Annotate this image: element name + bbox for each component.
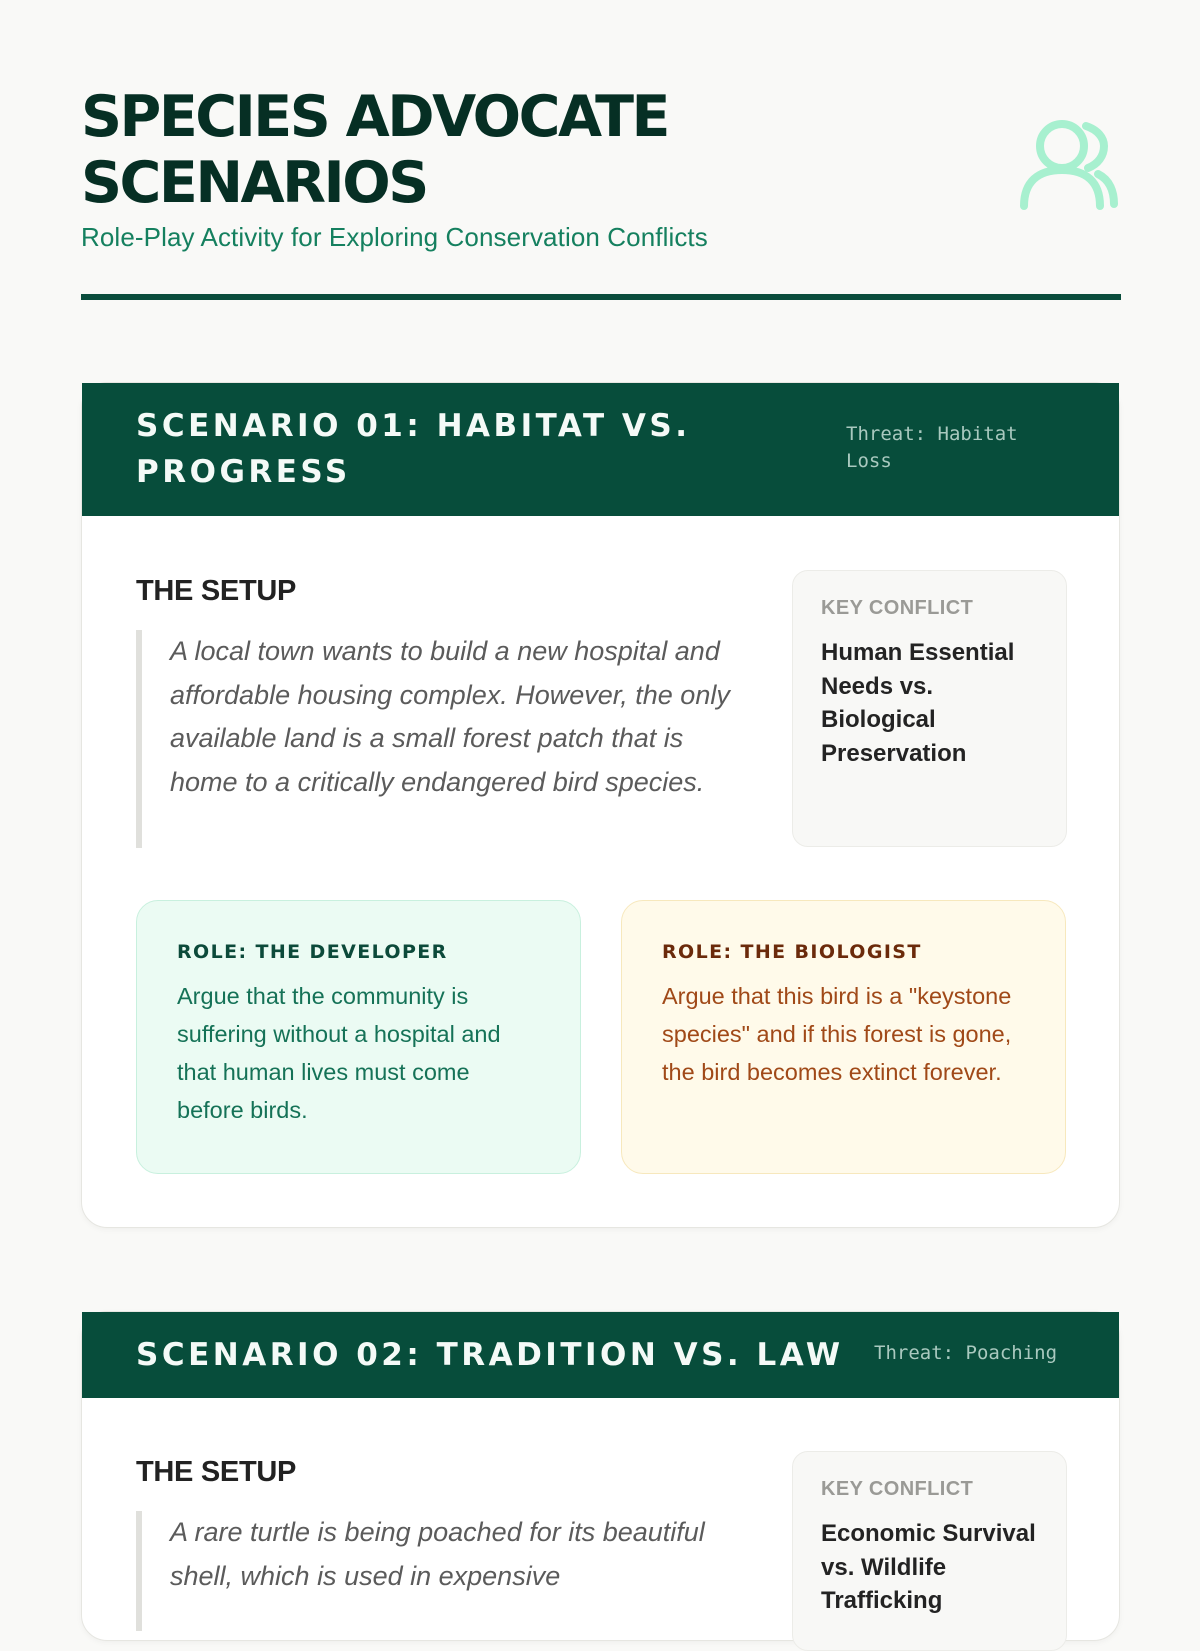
- scenario-header: [82, 383, 1119, 516]
- setup-text: A rare turtle is being poached for its beautiful shell, which is used in expensive: [136, 1511, 736, 1631]
- threat-tag: Threat: Poaching: [874, 1342, 1058, 1364]
- role-title: ROLE: THE DEVELOPER: [177, 941, 448, 963]
- scenario-card: [81, 1311, 1120, 1641]
- scenario-title: SCENARIO 01: HABITAT VS. PROGRESS: [136, 408, 691, 490]
- threat-tag: Threat: Habitat Loss: [846, 423, 1018, 472]
- key-conflict-label: KEY CONFLICT: [821, 597, 974, 619]
- key-conflict-box: [792, 570, 1067, 847]
- page-title: SPECIES ADVOCATE SCENARIOS: [81, 84, 668, 216]
- setup-text: A local town wants to build a new hospital and affordable housing complex. However, the only available land is a small forest patch that is home to a critically endangered bird species.: [136, 630, 736, 848]
- key-conflict-value: Economic Survival vs. Wildlife Trafficking: [821, 1520, 1036, 1614]
- key-conflict-box: [792, 1451, 1067, 1651]
- scenario-card: [81, 382, 1120, 1228]
- users-icon: [1018, 118, 1118, 214]
- scenario-title: SCENARIO 02: TRADITION VS. LAW: [136, 1337, 844, 1373]
- page-header: [81, 84, 1121, 253]
- scenario-header: [82, 1312, 1119, 1398]
- setup-heading: THE SETUP: [136, 1456, 297, 1488]
- role-title: ROLE: THE BIOLOGIST: [662, 941, 922, 963]
- key-conflict-value: Human Essential Needs vs. Biological Preservation: [821, 639, 1015, 767]
- key-conflict-label: KEY CONFLICT: [821, 1478, 974, 1500]
- header-divider: [81, 294, 1121, 300]
- role-text: Argue that this bird is a "keystone species" and if this forest is gone, the bird becomes extinct forever.: [662, 983, 1012, 1085]
- role-text: Argue that the community is suffering without a hospital and that human lives must come before birds.: [177, 983, 501, 1123]
- page-subtitle: Role-Play Activity for Exploring Conservation Conflicts: [81, 222, 708, 252]
- role-card-developer: [136, 900, 581, 1174]
- role-card-biologist: [621, 900, 1066, 1174]
- setup-heading: THE SETUP: [136, 575, 297, 607]
